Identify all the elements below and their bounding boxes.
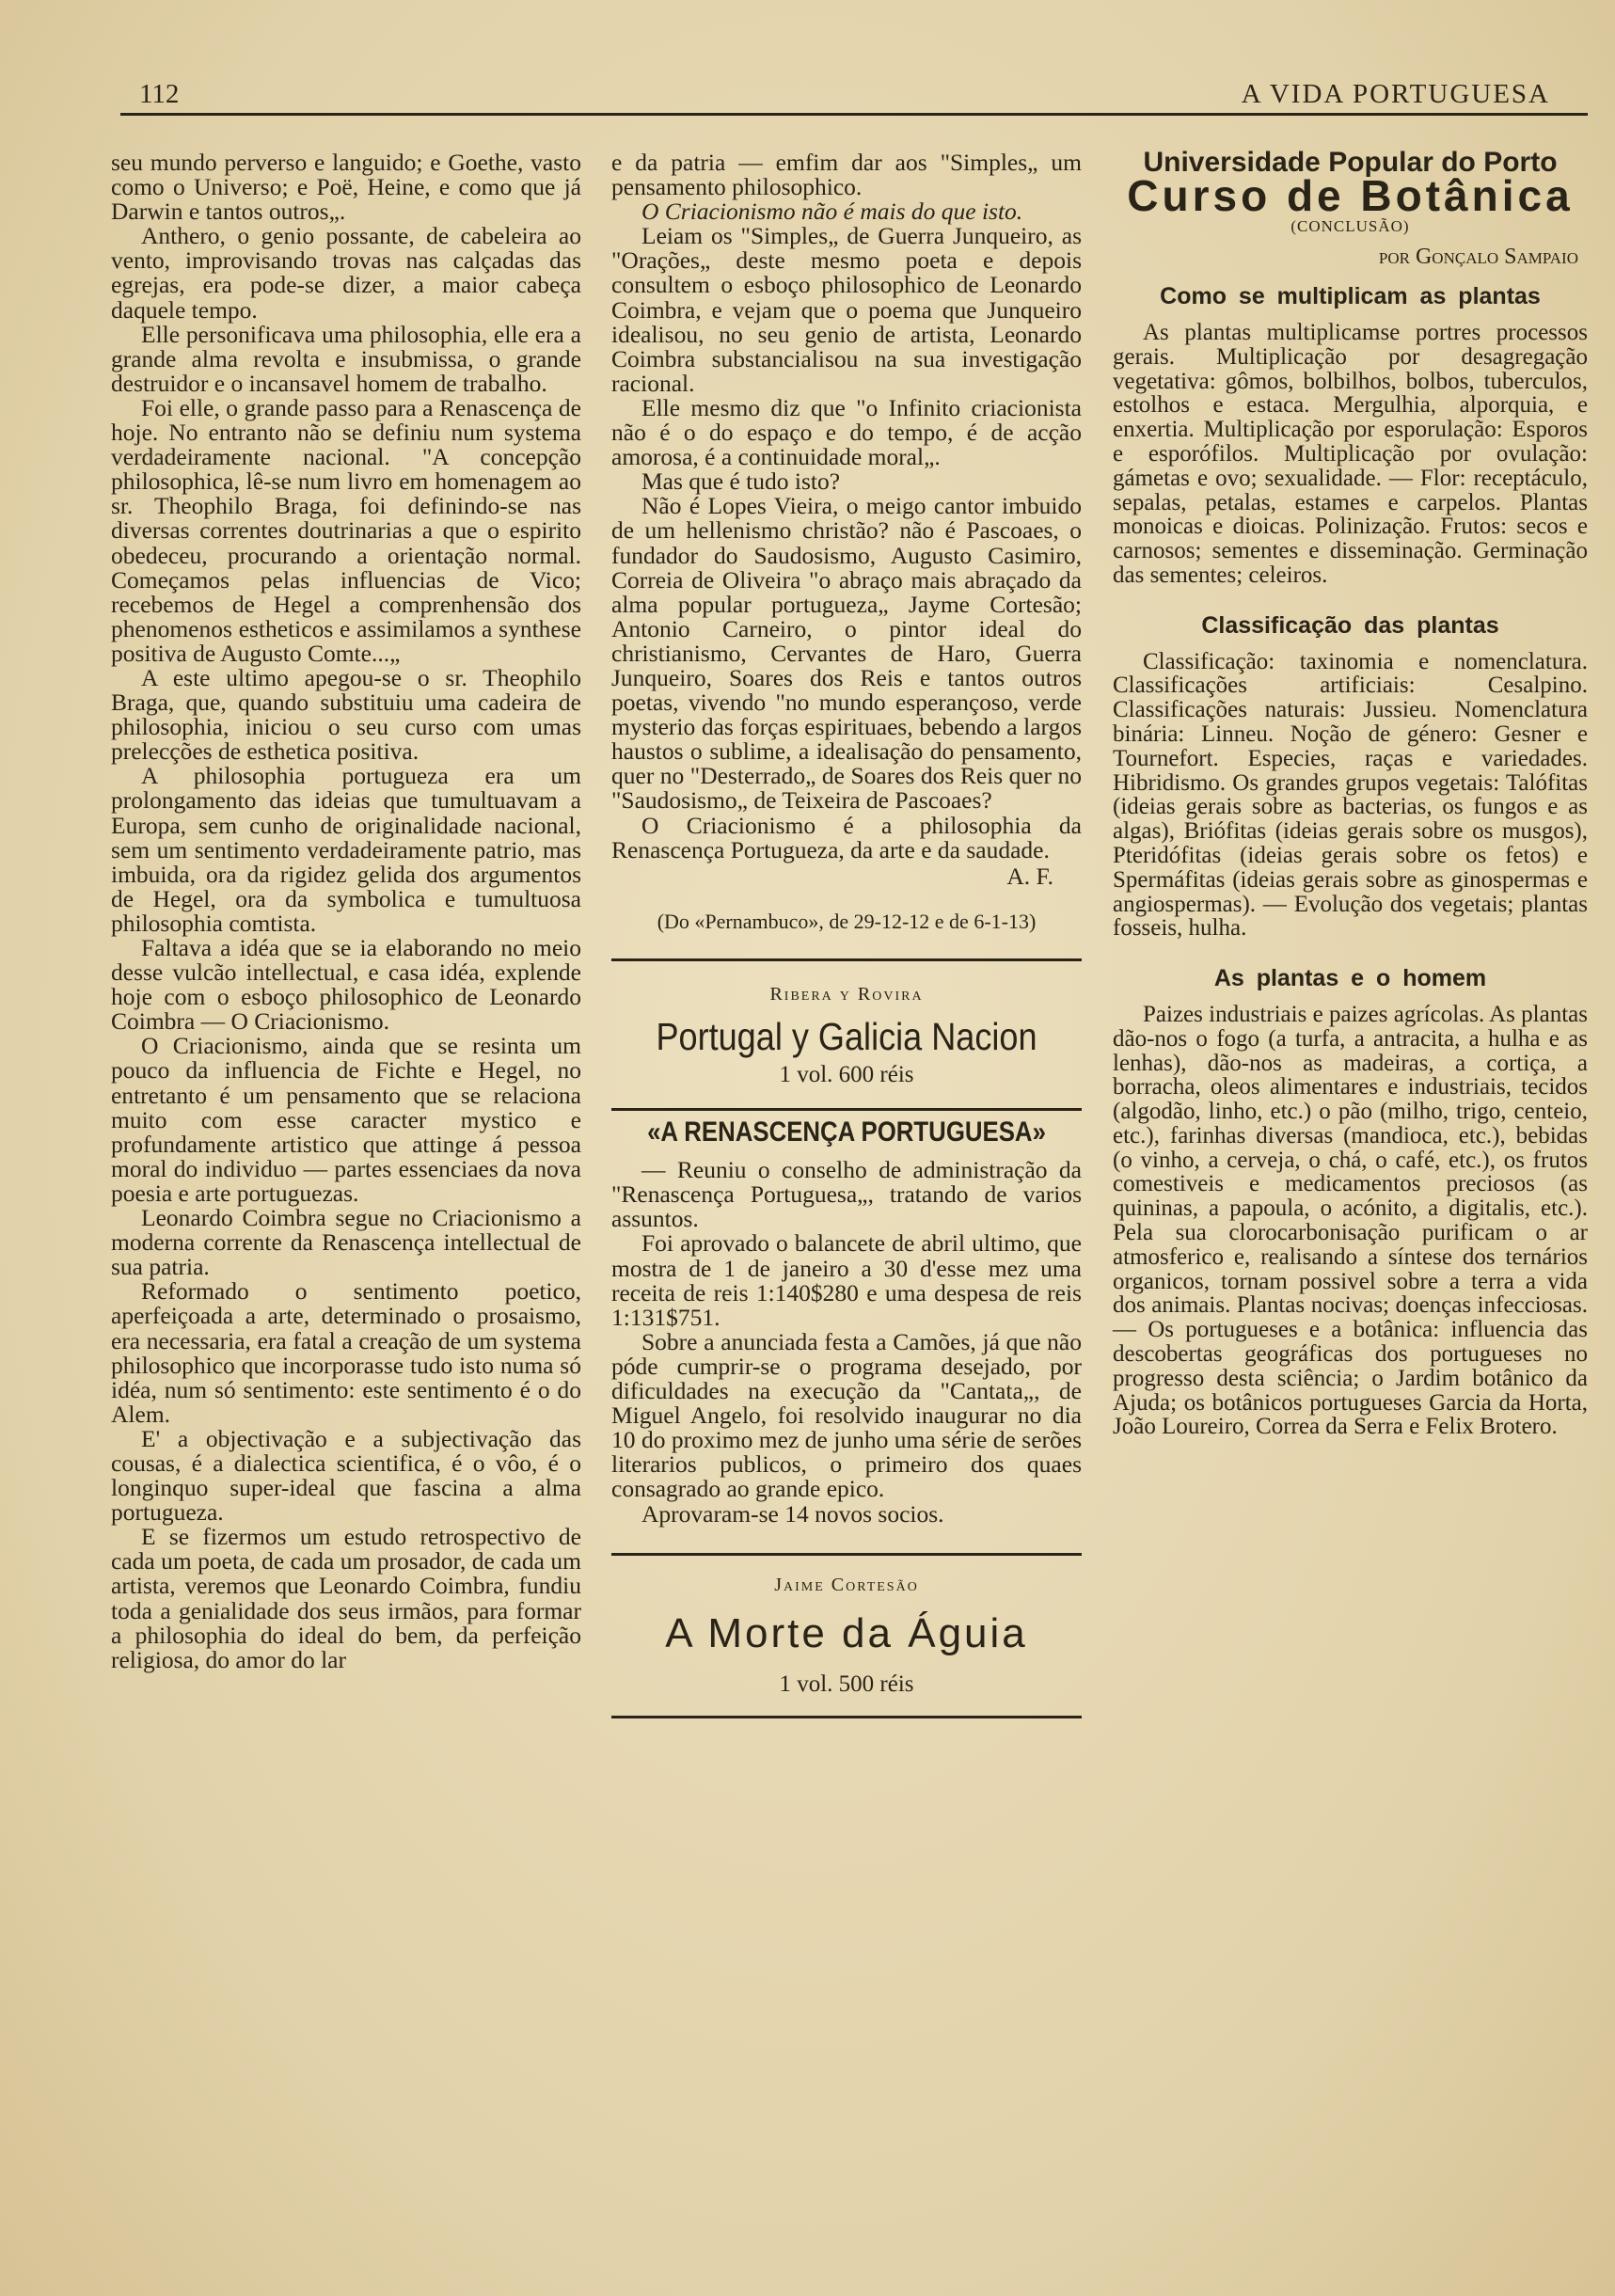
notice-title: «A RENASCENÇA PORTUGUESA»	[647, 1116, 1046, 1148]
advert-price: 1 vol. 500 réis	[779, 1671, 914, 1697]
notice-paragraph: — Reuniu o conselho de administração da "Renascença Portuguesa„, tratando de varios assuntos.	[611, 1156, 1082, 1233]
subsection-heading: As plantas e o homem	[1213, 965, 1487, 992]
paragraph: E se fizermos um estudo retrospectivo de cada um poeta, de cada um prosador, de cada um artista, veremos que Leonardo Coimbra, fundiu toda a genialidade dos seus irmãos, para formar a philosophia do ideal do bem, da perfeição religiosa, do amor do lar	[111, 1523, 581, 1673]
running-title: A VIDA PORTUGUESA	[1241, 79, 1550, 109]
subsection-heading: Classificação das plantas	[1201, 611, 1499, 639]
paragraph: Classificação: taxinomia e nomenclatura. Classificações artificiais: Cesalpino. Classificações naturais: Jussieu. Nomenclatura binária: Linneu. Noção de género: Gesner e Tournefort. Especies, raças e variedades. Hibridismo. Os grandes grupos vegetais: Talófitas (ideias gerais sobre as bacterias, os fungos e as algas), Briófitas (ideias gerais sobre os musgos), Pteridófitas (ideias gerais sobre os fetos) e Spermáfitas (ideias gerais sobre as ginospermas e angiospermas). — Evolução dos vegetais; plantas fosseis, hulha.	[1113, 648, 1588, 942]
advert-price: 1 vol. 600 réis	[779, 1062, 914, 1087]
paragraph: O Criacionismo, ainda que se resinta um pouco da influencia de Fichte e Hegel, no entretanto é um pensamento que se relaciona muito com esse caracter mystico e profundamente artistico que attinge á pessoa moral do individuo — partes essenciaes da nova poesia e arte portuguezas.	[111, 1032, 581, 1207]
column-2	[611, 150, 1082, 1718]
advert-author: Jaime Cortesão	[774, 1574, 919, 1595]
paragraph: seu mundo perverso e languido; e Goethe, vasto como o Universo; e Poë, Heine, e como que já Darwin e tantos outros„.	[111, 149, 581, 226]
paragraph: Anthero, o genio possante, de cabeleira ao vento, improvisando trovas nas calçadas das egrejas, era pode-se dizer, a maior cabeça daquele tempo.	[111, 222, 581, 324]
paragraph: Leiam os "Simples„ de Guerra Junqueiro, as "Orações„ deste mesmo poeta e depois consultem o esboço philosophico de Leonardo Coimbra, e vejam que o poema que Junqueiro idealisou, no seu genio de artista, Leonardo Coimbra substancialisou na sua investigação racional.	[611, 222, 1082, 397]
paragraph: Elle mesmo diz que "o Infinito criacionista não é o do espaço e do tempo, é de acção amorosa, é a continuidade moral„.	[611, 393, 1082, 471]
notice-paragraph: Sobre a anunciada festa a Camões, já que não póde cumprir-se o programa desejado, por dificuldades na execução da "Cantata„, de Miguel Angelo, foi resolvido inaugurar no dia 10 do proximo mez de junho uma série de serões literarios publicos, o primeiro dos quaes consagrado ao grande epico.	[611, 1327, 1082, 1503]
article-source: (Do «Pernambuco», de 29-12-12 e de 6-1-13)	[657, 909, 1037, 933]
paragraph: e da patria — emfim dar aos "Simples„ um pensamento philosophico.	[611, 149, 1082, 201]
article-title: Curso de Botânica	[1127, 170, 1574, 220]
notice-paragraph: Foi aprovado o balancete de abril ultimo, que mostra de 1 de janeiro a 30 d'esse mez uma receita de reis 1:140$280 e uma despesa de reis 1:131$751.	[611, 1229, 1082, 1331]
paragraph: As plantas multiplicamse portres processos gerais. Multiplicação por desagregação vegetativa: gômos, bolbilhos, bolbos, tuberculos, estolhos e estaca. Mergulhia, alporquia, e enxertia. Multiplicação por esporulação: Esporos e esporófilos. Multiplicação por ovulação: gámetas e ovo; sexualidade. — Flor: receptáculo, sepalas, petalas, estames e carpelos. Plantas monoicas e dioicas. Polinização. Frutos: secos e carnosos; sementes e disseminação. Germinação das sementes; celeiros.	[1113, 319, 1588, 588]
paragraph: Elle personificava uma philosophia, elle era a grande alma revolta e insubmissa, o grande destruidor e o incansavel homem de trabalho.	[111, 320, 581, 397]
paragraph: Mas que é tudo isto?	[641, 467, 841, 496]
paragraph: Paizes industriais e paizes agrícolas. As plantas dão-nos o fogo (a turfa, a antracita, a hulha e as lenhas), dão-nos as madeiras, a cortiça, a borracha, oleos alimentares e industriais, tecidos (algodão, linho, etc.) o pão (milho, trigo, centeio, etc.), farinhas diversas (mandioca, etc.), bebidas (o vinho, a cerveja, o chá, o café, etc.), os frutos comestiveis e medicamentos preciosos (as quininas, a papoula, o acónito, a digitalis, etc.). Pela sua clorocarbonisação purificam o ar atmosferico e, realisando a síntese dos ternários organicos, tornam possivel sobre a terra a vida dos animais. Plantas nocivas; doenças infecciosas. — Os portugueses e a botânica: influencia das descobertas geográficas dos portugueses no progresso desta sciência; o Jardim botânico da Ajuda; os botânicos portugueses Garcia da Horta, João Loureiro, Correa da Serra e Felix Brotero.	[1113, 1001, 1588, 1440]
advert-title: A Morte da Águia	[665, 1609, 1028, 1656]
paragraph: Foi elle, o grande passo para a Renascença de hoje. No entranto não se definiu num systema verdadeiramente nacional. "A concepção philosophica, lê-se num livro em homenagem ao sr. Theophilo Braga, foi definindo-se nas diversas correntes doutrinarias a que o espirito obedeceu, procurando a orientação normal. Começamos pelas influencias de Vico; recebemos de Hegel a comprenhensão dos phenomenos estheticos e assimilamos a synthese positiva de Augusto Comte...„	[111, 393, 581, 667]
book-advert	[611, 982, 1082, 1087]
book-advert	[611, 1573, 1082, 1697]
paragraph: Faltava a idéa que se ia elaborando no meio desse vulcão intellectual, e casa idéa, explende hoje com o esboço philosophico de Leonardo Coimbra — O Criacionismo.	[111, 934, 581, 1036]
article-author: por Gonçalo Sampaio	[1378, 245, 1578, 270]
subsection-heading: Como se multiplicam as plantas	[1160, 283, 1541, 310]
paragraph: O Criacionismo não é mais do que isto.	[641, 198, 1023, 226]
spacer	[1113, 588, 1588, 610]
divider	[611, 1108, 1082, 1111]
notice-paragraph: Aprovaram-se 14 novos socios.	[641, 1499, 944, 1528]
advert-title: Portugal y Galicia Nacion	[656, 1015, 1037, 1058]
paragraph: Não é Lopes Vieira, o meigo cantor imbuido de um hellenismo christão? não é Pascoaes, o fundador do Saudosismo, Augusto Casimiro, Correia de Oliveira "o abraço mais abraçado da alma popular portugueza„ Jayme Cortesão; Antonio Carneiro, o pintor ideal do christianismo, Cervantes de Haro, Guerra Junqueiro, Soares dos Reis e tantos outros poetas, vivendo "no mundo esperançoso, verde mysterio das forças espirituaes, bebendo a largos haustos o sublime, a idealisação do pensamento, quer no "Desterrado„ de Soares dos Reis quer no "Saudosismo„ de Teixeira de Pascoaes?	[611, 492, 1082, 815]
paragraph: A philosophia portugueza era um prolongamento das ideias que tumultuavam a Europa, sem cunho de originalidade nacional, sem um sentimento verdadeiramente patrio, mas imbuida, ora da rigidez gelida dos argumentos de Hegel, ora da symbolica e tumultuosa philosophia comtista.	[111, 762, 581, 937]
paragraph: A este ultimo apegou-se o sr. Theophilo Braga, que, quando substituiu uma cadeira de philosophia, iniciou o seu curso com umas prelecções de esthetica positiva.	[111, 663, 581, 766]
column-1	[111, 150, 581, 1672]
divider	[611, 958, 1082, 961]
article-signature: A. F.	[1006, 862, 1053, 890]
page-number: 112	[139, 79, 180, 109]
divider	[611, 1553, 1082, 1556]
paragraph: Leonardo Coimbra segue no Criacionismo a moderna corrente da Renascença intellectual de sua patria.	[111, 1204, 581, 1281]
divider	[611, 1716, 1082, 1718]
conclusion-label: (CONCLUSÃO)	[1290, 216, 1410, 235]
paragraph: Reformado o sentimento poetico, aperfeiçoada a arte, determinado o prosaismo, era necessaria, era fatal a creação de um systema philosophico que incorporasse tudo isto numa só idéa, num só sentimento: este sentimento é o do Alem.	[111, 1277, 581, 1428]
section-heading: Universidade Popular do Porto	[1143, 147, 1558, 178]
spacer	[1113, 941, 1588, 963]
paragraph: E' a objectivação e a subjectivação das cousas, é a dialectica scientifica, é o vôo, é o longinquo super-ideal que fascina a alma portugueza.	[111, 1424, 581, 1527]
paragraph: O Criacionismo é a philosophia da Renascença Portugueza, da arte e da saudade.	[611, 811, 1082, 863]
page-header	[120, 77, 1588, 116]
column-3	[1113, 147, 1588, 1440]
advert-author: Ribera y Rovira	[769, 983, 924, 1005]
